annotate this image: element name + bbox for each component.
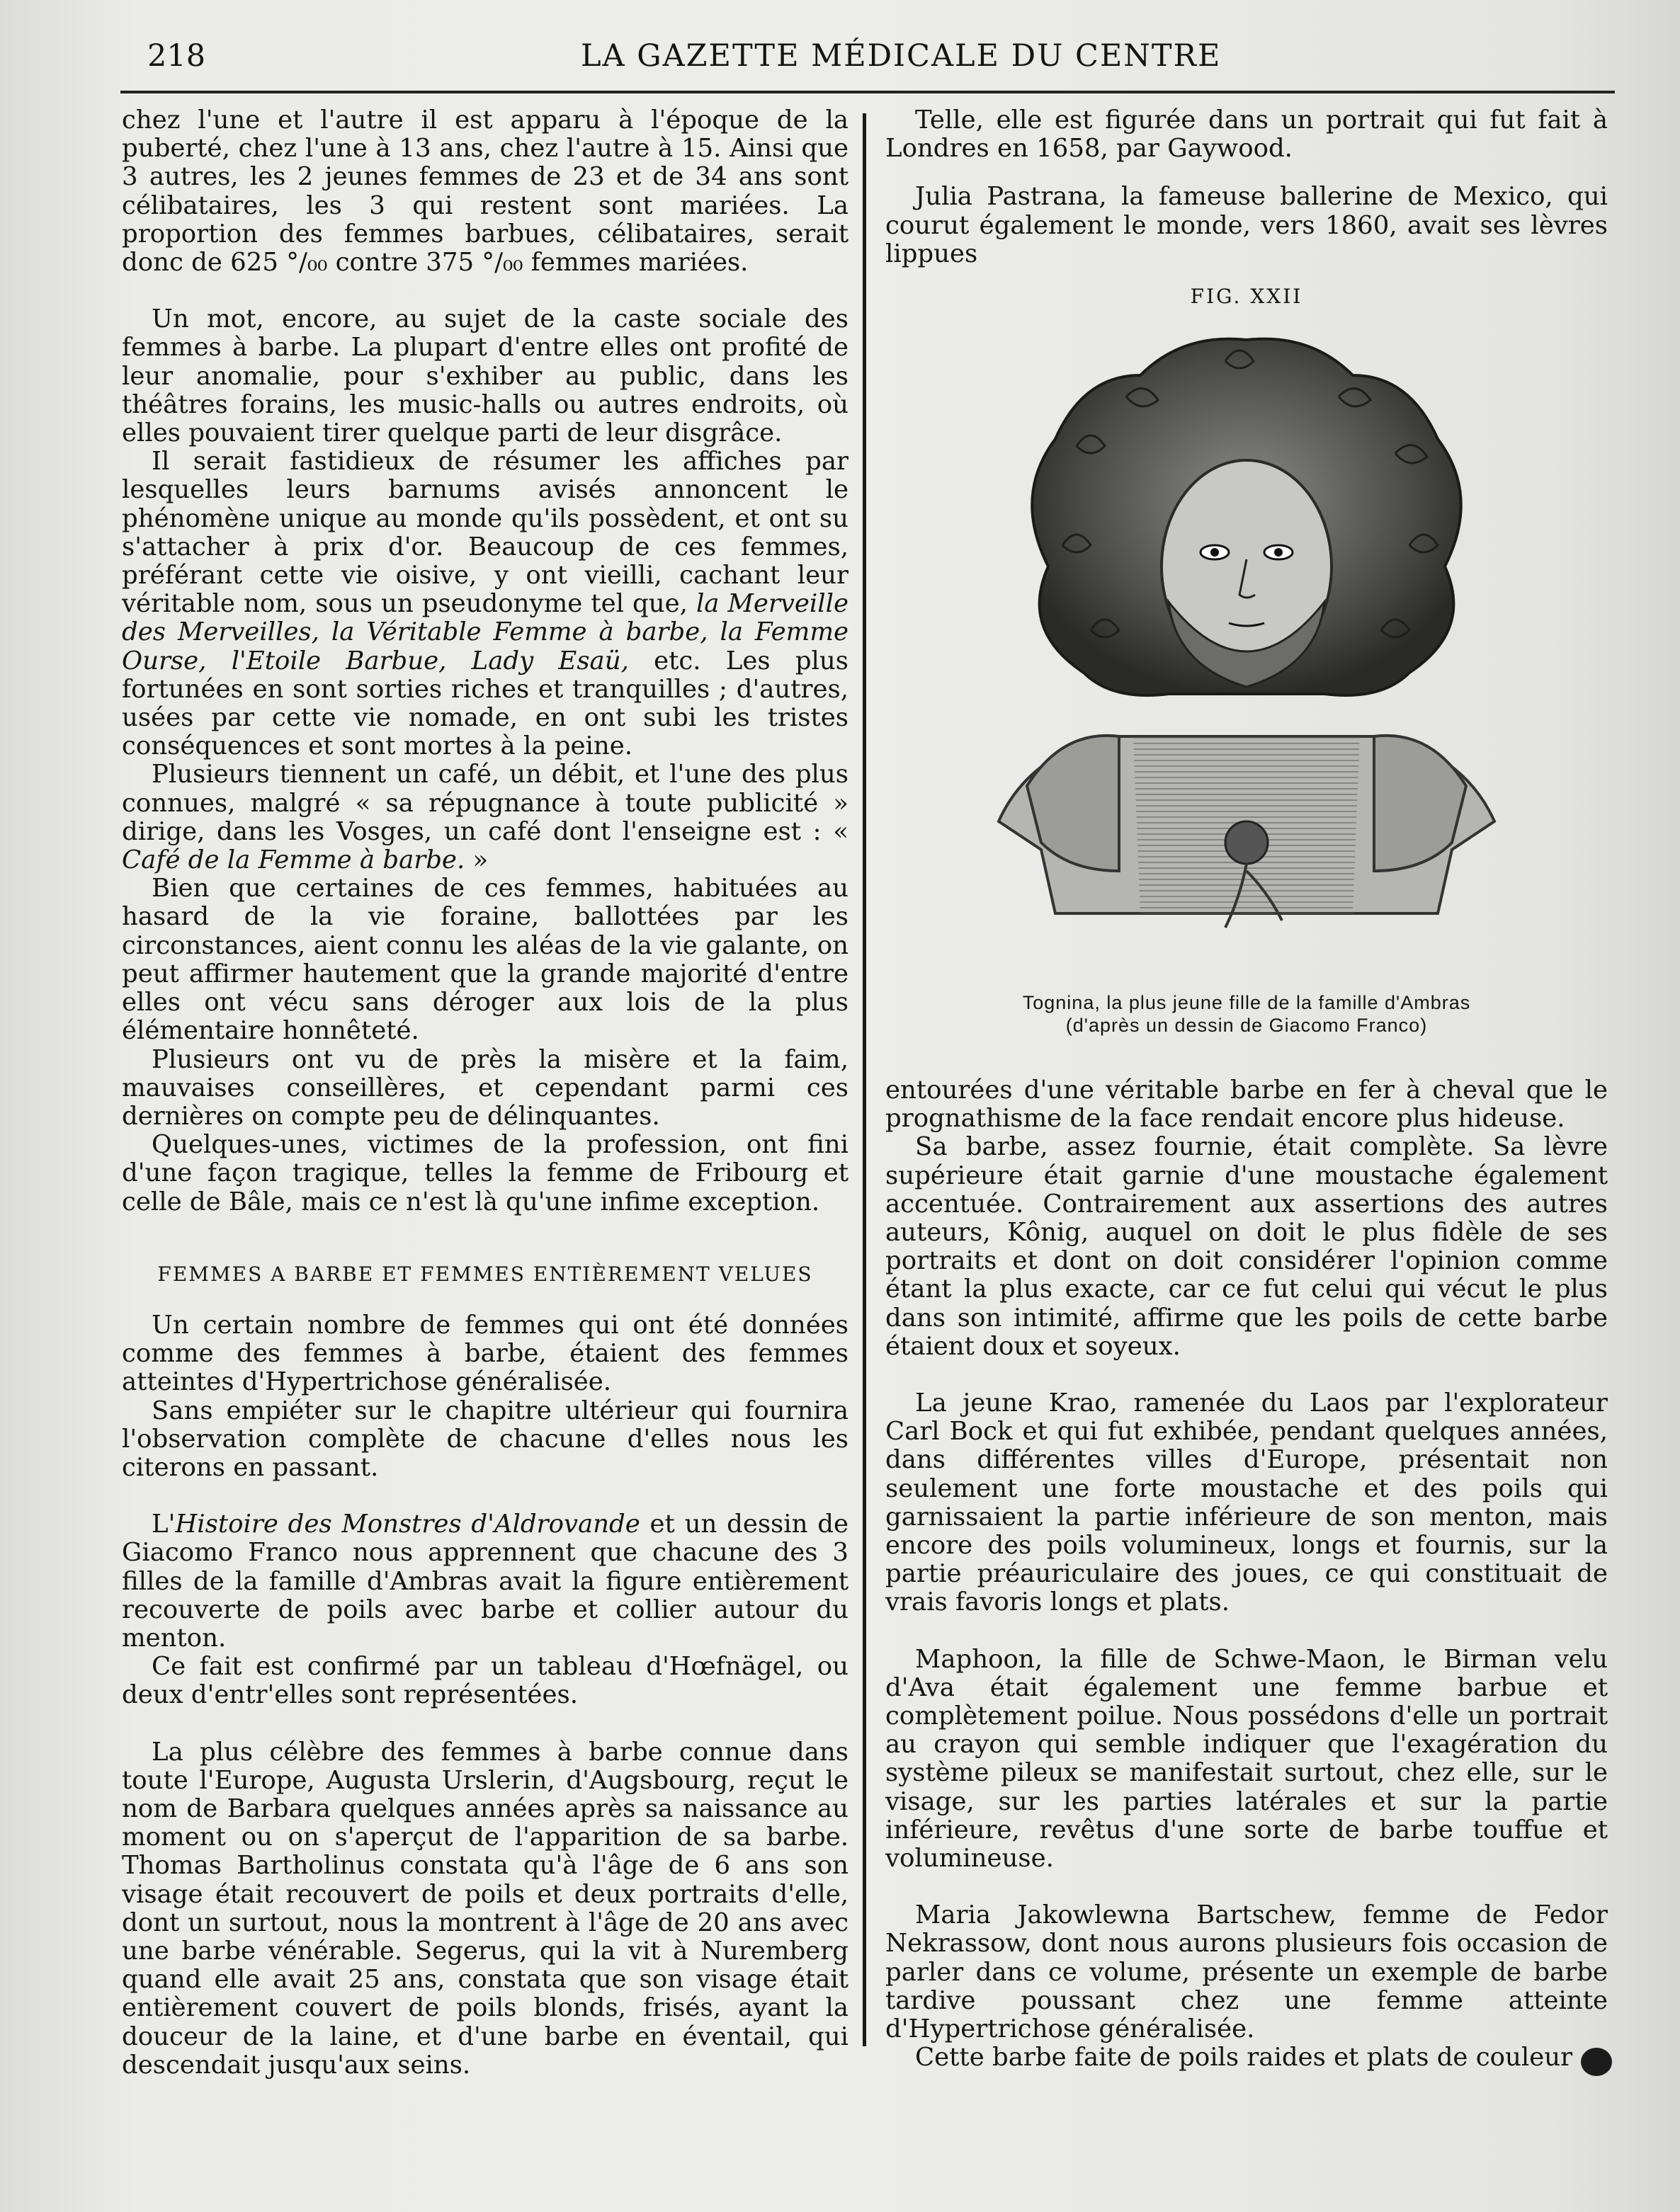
paragraph: La jeune Krao, ramenée du Laos par l'explorateur Carl Bock et qui fut exhibée, pendant quelques années, dans différentes villes d'Europe, présentait non seulement une forte moustache et des poils qui garnissaient la partie inférieure de son menton, mais encore des poils volumineux, longs et fournis, sur la partie préauriculaire des joues, ce qui constituait de vrais favoris longs et plats. bbox=[885, 1389, 1608, 1617]
caption-line: Tognina, la plus jeune fille de la famille d'Ambras bbox=[1022, 992, 1471, 1013]
paragraph: Maphoon, la fille de Schwe-Maon, le Birman velu d'Ava était également une femme barbue et complètement poilue. Nous possédons d'elle un portrait au crayon qui semble indiquer que l'exagération du système pileux se manifestait surtout, chez elle, sur le visage, sur les parties latérales et sur la partie inférieure, revêtus d'une sorte de barbe touffue et volumineuse. bbox=[885, 1644, 1608, 1874]
ink-stain bbox=[1581, 2048, 1612, 2076]
italic-text: Histoire des Monstres d'Aldrovande bbox=[175, 1510, 640, 1539]
paragraph-text: et un dessin de Giacomo Franco nous apprennent que chacune des 3 filles de la famille d'Ambras avait la figure entièrement recouverte de poils avec barbe et collier autour du menton. bbox=[122, 1510, 848, 1653]
left-column bbox=[122, 106, 848, 2080]
paragraph: Quelques-unes, victimes de la profession, ont fini d'une façon tragique, telles la femme de Fribourg et celle de Bâle, mais ce n'est là qu'une infime exception. bbox=[122, 1130, 848, 1216]
page-number: 218 bbox=[147, 38, 206, 74]
italic-text: la Merveille des Merveilles, la Véritable Femme à barbe, la Femme Ourse, l'Etoile Barbue, Lady Esaü, bbox=[122, 589, 848, 675]
right-column-bottom bbox=[885, 1076, 1608, 2073]
paragraph: Bien que certaines de ces femmes, habituées au hasard de la vie foraine, ballottées par les circonstances, aient connu les aléas de la vie galante, on peut affirmer hautement que la grande majorité d'entre elles ont vécu sans déroger aux lois de la plus élémentaire honnêteté. bbox=[122, 874, 848, 1046]
paragraph: Un certain nombre de femmes qui ont été données comme des femmes à barbe, étaient des femmes atteintes d'Hypertrichose généralisée. bbox=[122, 1310, 848, 1397]
column-divider bbox=[863, 113, 866, 2046]
caption-line: (d'après un dessin de Giacomo Franco) bbox=[1065, 1015, 1428, 1036]
page-header bbox=[0, 35, 1680, 78]
paragraph: Cette barbe faite de poils raides et plats de couleur bbox=[915, 2043, 1573, 2073]
figure-label: FIG. XXII bbox=[1190, 285, 1303, 308]
paragraph: Plusieurs ont vu de près la misère et la faim, mauvaises conseillères, et cependant parmi ces dernières on compte peu de délinquantes. bbox=[122, 1044, 848, 1131]
paragraph: chez l'une et l'autre il est apparu à l'époque de la puberté, chez l'une à 13 ans, chez l'autre à 15. Ainsi que 3 autres, les 2 jeunes femmes de 23 et de 34 ans sont célibataires, les 3 qui restent sont mariées. La proportion des femmes barbues, célibataires, serait donc de 625 °/₀₀ contre 375 °/₀₀ femmes mariées. bbox=[122, 106, 848, 278]
paragraph: La plus célèbre des femmes à barbe connue dans toute l'Europe, Augusta Urslerin, d'Augsbourg, reçut le nom de Barbara quelques années après sa naissance au moment ou on s'aperçut de l'apparition de sa barbe. Thomas Bartholinus constata qu'à l'âge de 6 ans son visage était recouvert de poils et deux portraits d'elle, dont un surtout, nous la montrent à l'âge de 20 ans avec une barbe vénérable. Segerus, qui la vit à Nuremberg quand elle avait 25 ans, constata que son visage était entièrement couvert de poils blonds, frisés, ayant la douceur de la laine, et d'une barbe en éventail, qui descendait jusqu'aux seins. bbox=[122, 1737, 848, 2080]
paragraph bbox=[122, 760, 848, 874]
flower bbox=[1225, 821, 1268, 864]
paragraph-text: L' bbox=[152, 1510, 176, 1539]
paragraph: entourées d'une véritable barbe en fer à cheval que le prognathisme de la face rendait encore plus hideuse. bbox=[885, 1076, 1608, 1134]
paragraph: Un mot, encore, au sujet de la caste sociale des femmes à barbe. La plupart d'entre elles ont profité de leur anomalie, pour s'exhiber au public, dans les théâtres forains, les music-halls ou autres endroits, où elles pouvaient tirer quelque parti de leur disgrâce. bbox=[122, 304, 848, 448]
paragraph: Julia Pastrana, la fameuse ballerine de Mexico, qui courut également le monde, vers 1860, avait ses lèvres lippues bbox=[885, 182, 1608, 268]
paragraph: Sa barbe, assez fournie, était complète. Sa lèvre supérieure était garnie d'une moustache également accentuée. Contrairement aux assertions des autres auteurs, Kônig, auquel on doit le plus fidèle de ses portraits et dont on doit considérer l'opinion comme étant la plus exacte, car ce fut celui qui vécut le plus dans son intimité, affirme que les poils de cette barbe étaient doux et soyeux. bbox=[885, 1132, 1608, 1361]
paragraph bbox=[122, 1510, 848, 1653]
paragraph-text: Il serait fastidieux de résumer les affiches par lesquelles leurs barnums avisés annoncent le phénomène unique au monde qu'ils possèdent, et ont su s'attacher à prix d'or. Beaucoup de ces femmes, préférant cette vie oisive, y ont vieilli, cachant leur véritable nom, sous un pseudonyme tel que, bbox=[122, 447, 848, 619]
paragraph bbox=[122, 447, 848, 760]
paragraph: Sans empiéter sur le chapitre ultérieur qui fournira l'observation complète de chacune d'elles nous les citerons en passant. bbox=[122, 1396, 848, 1482]
paragraph: Maria Jakowlewna Bartschew, femme de Fedor Nekrassow, dont nous aurons plusieurs fois occasion de parler dans ce volume, présente un exemple de barbe tardive poussant chez une femme atteinte d'Hypertrichose généralisée. bbox=[885, 1900, 1608, 2044]
paragraph-text: » bbox=[465, 845, 489, 875]
paragraph: Ce fait est confirmé par un tableau d'Hœfnägel, ou deux d'entr'elles sont représentées. bbox=[122, 1652, 848, 1710]
paragraph-text: Plusieurs tiennent un café, un débit, et l'une des plus connues, malgré « sa répugnance à toute publicité » dirige, dans les Vosges, un café dont l'enseigne est : « bbox=[122, 760, 848, 846]
header-rule bbox=[120, 91, 1615, 93]
right-column-top bbox=[885, 106, 1608, 268]
section-heading: FEMMES A BARBE ET FEMMES ENTIÈREMENT VELUES bbox=[157, 1262, 813, 1286]
italic-text: Café de la Femme à barbe. bbox=[122, 845, 465, 875]
paragraph: Telle, elle est figurée dans un portrait qui fut fait à Londres en 1658, par Gaywood. bbox=[885, 106, 1608, 164]
running-title: LA GAZETTE MÉDICALE DU CENTRE bbox=[581, 38, 1222, 74]
figure-illustration bbox=[984, 333, 1509, 956]
paragraph-text: etc. Les plus fortunées en sont sorties riches et tranquilles ; d'autres, usées par cette vie nomade, en ont subi les tristes conséquences et sont mortes à la peine. bbox=[122, 646, 848, 761]
figure-caption bbox=[914, 991, 1579, 1037]
